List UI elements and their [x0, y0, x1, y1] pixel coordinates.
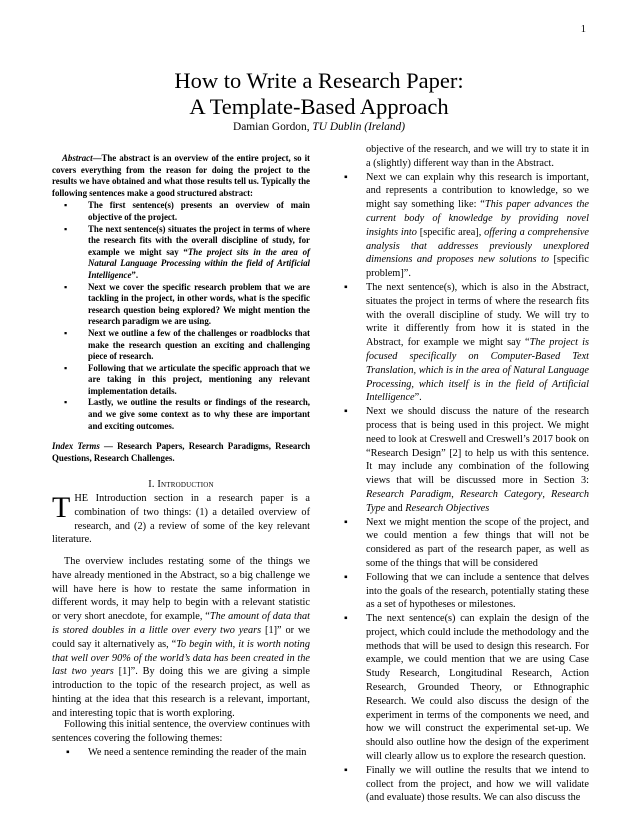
section-number: I. — [148, 479, 155, 490]
page-number: 1 — [580, 24, 586, 35]
intro-paragraph-1: THE Introduction section in a research paper is a combination of two things: (1) a detailed overview of research, and (2) a review of some of the key relevant literature. — [52, 491, 310, 546]
index-terms-text: — Research Papers, Research Paradigms, Research Questions, Research Challenges. — [52, 441, 311, 463]
author-affiliation: TU Dublin (Ireland) — [312, 121, 405, 133]
list-item: ▪ The next sentence(s) can explain the design of the project, which could include the methodology and the methods that will be used to design this research. For example, we could mention that we are using Case Study Research, Longitudinal Research, Action Research, Grounded Theory, or Ethnographic Research. We could also discuss the design of the experiment in terms of the components we need, and how we will construct the experimental set-up. We should also outline how the design of the experiment will clearly allow us to explore the research question. — [366, 612, 589, 764]
abstract-label: Abstract — [62, 153, 93, 163]
abstract-list — [52, 200, 310, 432]
abstract-quote: The project sits in the area of Natural Language Processing within the field of Artificial Intelligence — [88, 246, 310, 280]
list-item: ▪ Next we should discuss the nature of the research process that is being used in this project. We might need to look at Creswell and Creswell’s 2017 book on “Research Design” [2] to help us with this sentence. It may include any combination of the following views that will be discussed more in Section 3: Research Paradigm, Research Category, Research Type and Research Objectives — [366, 405, 589, 515]
drop-cap: T — [52, 491, 71, 524]
abstract — [52, 153, 310, 432]
right-column — [333, 143, 589, 805]
index-terms — [52, 441, 310, 464]
list-item: ▪ Lastly, we outline the results or findings of the research, and we give some context as to why these are important and exciting outcomes. — [88, 397, 310, 432]
list-item: ▪ Next we cover the specific research problem that we are tackling in the project, in other words, what is the specific research question being explored? We might mention the research paradigm we are using. — [88, 282, 310, 328]
abstract-intro: —The abstract is an overview of the entire project, so it covers everything from the reason for doing the project to the results we have obtained and what those results tell us. Typically the following sentences make a good structured abstract: — [52, 153, 310, 198]
list-item: ▪ Next we can explain why this research is important, and represents a contribution to knowledge, so we might say something like: “This paper advances the current body of knowledge by providing novel insights into [specific area], offering a comprehensive analysis that addresses previously unexplored dimensions and proposes new solutions to [specific problem]”. — [366, 171, 589, 281]
list-item: ▪ We need a sentence reminding the reader of the main — [88, 746, 310, 760]
list-item: ▪ Following that we articulate the specific approach that we are taking in this project, mentioning any relevant implementation details. — [88, 363, 310, 398]
author-name: Damian Gordon, — [232, 121, 310, 133]
list-item: ▪ Finally we will outline the results that we intend to collect from the project, and how we will validate (and evaluate) those results. We can also discuss the — [366, 764, 589, 805]
list-item: ▪ The next sentence(s), which is also in the Abstract, situates the project in terms of where the research fits with the overall discipline of study. We will try to write it differently from how it is stated in the Abstract, for example we might say “The project is focused specifically on Computer-Based Text Translation, which is in the area of Natural Language Processing, which itself is in the field of Artificial Intelligence”. — [366, 281, 589, 405]
list-item: ▪ Following that we can include a sentence that delves into the goals of the research, potentially stating these as a set of hypotheses or milestones. — [366, 571, 589, 612]
list-item: ▪ Next we outline a few of the challenges or roadblocks that make the research question an exciting and challenging piece of research. — [88, 328, 310, 363]
title-line-1: How to Write a Research Paper: — [174, 68, 464, 93]
section-title: Introduction — [157, 479, 214, 490]
intro-paragraph-2: The overview includes restating some of the things we have already mentioned in the Abstract, so a big challenge we will have here is how to restate the same information in different words, it may help to begin with a relevant statistic or very short anecdote, for example, “The amount of data that is stored doubles in a little over every two years [1]” or we could say it alternatively as, “To begin with, it is worth noting that well over 90% of the world’s data has been created in the last two years [1]”. By doing this we are giving a simple introduction to the topic of the research project, as well as hinting at the idea that this research is a relevant, important, and interesting topic that is worth exploring. — [52, 556, 310, 719]
section-heading — [52, 478, 310, 492]
list-item: ▪ The next sentence(s) situates the project in terms of where the research fits with the overall discipline of study, for example we might say “The project sits in the area of Natural Language Processing within the field of Artificial Intelligence”. — [88, 224, 310, 282]
continued-text: objective of the research, and we will try to state it in a (slightly) different way than in the Abstract. — [366, 144, 589, 169]
author-line — [0, 121, 638, 133]
title-line-2: A Template-Based Approach — [189, 94, 449, 119]
index-terms-label: Index Terms — [52, 441, 100, 451]
list-item: ▪ Next we might mention the scope of the project, and we could mention a few things that will not be considered as part of the research paper, as well as some of the things that will be considered — [366, 516, 589, 571]
list-item: ▪ The first sentence(s) presents an overview of main objective of the project. — [88, 200, 310, 223]
paper-title — [0, 68, 638, 120]
intro-paragraph-3: Following this initial sentence, the overview continues with sentences covering the following themes: ▪ We need a sentence reminding the reader of the main — [52, 718, 310, 759]
